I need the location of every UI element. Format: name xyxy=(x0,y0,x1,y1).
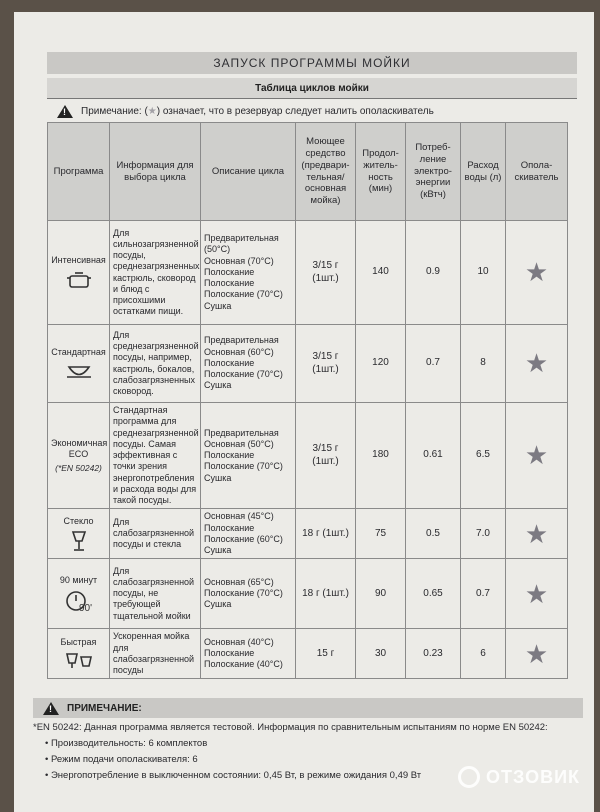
desc-line: Сушка xyxy=(204,599,232,610)
cell-detergent: 3/15 г (1шт.) xyxy=(296,325,356,403)
header-info: Информация для выбора цикла xyxy=(110,123,201,221)
cell-info: Для сильнозагрязненной посуды, среднезагрязненных кастрюль, сковород и блюд с присохшими остатками пищи. xyxy=(110,221,201,325)
desc-line: Полоскание xyxy=(204,278,255,289)
desc-line: Основная (65°C) xyxy=(204,576,274,587)
cups-icon xyxy=(51,651,106,671)
cell-program xyxy=(48,325,110,403)
watermark-logo-icon xyxy=(458,766,480,788)
table-row xyxy=(48,629,568,679)
cell-program xyxy=(48,559,110,629)
rinse-star-icon: ★ xyxy=(506,629,568,679)
cell-energy: 0.61 xyxy=(406,403,461,509)
program-name: Быстрая xyxy=(60,636,97,647)
desc-line: Полоскание (70°C) xyxy=(204,588,283,599)
cell-energy: 0.5 xyxy=(406,509,461,559)
cell-info: Ускоренная мойка для слабозагрязненной посуды xyxy=(110,629,201,679)
cell-program xyxy=(48,403,110,509)
desc-line: Сушка xyxy=(204,545,232,555)
cell-desc xyxy=(201,509,296,559)
desc-line: Сушка xyxy=(204,472,232,483)
program-name: Стекло xyxy=(63,515,94,526)
desc-line: Полоскание xyxy=(204,648,255,659)
cell-water: 7.0 xyxy=(461,509,506,559)
glass-icon xyxy=(51,530,106,552)
note-suffix: ) означает, что в резервуар следует налить ополаскиватель xyxy=(156,105,434,117)
desc-line: Полоскание (70°C) xyxy=(204,461,283,472)
header-program: Программа xyxy=(48,123,110,221)
header-water: Расход воды (л) xyxy=(461,123,506,221)
warning-icon xyxy=(57,105,73,118)
pot-icon xyxy=(51,270,106,290)
rinse-star-icon: ★ xyxy=(506,509,568,559)
table-row xyxy=(48,221,568,325)
desc-line: Полоскание (70°C) xyxy=(204,369,283,380)
cell-energy: 0.7 xyxy=(406,325,461,403)
rinse-star-icon: ★ xyxy=(506,559,568,629)
cell-info: Для слабозагрязненной посуды, не требующей тщательной мойки xyxy=(110,559,201,629)
cell-detergent: 3/15 г (1шт.) xyxy=(296,221,356,325)
footer-title: ПРИМЕЧАНИЕ: xyxy=(67,702,142,714)
desc-line: Сушка xyxy=(204,300,232,311)
header-duration: Продол-житель-ность (мин) xyxy=(356,123,406,221)
table-row xyxy=(48,509,568,559)
cell-water: 8 xyxy=(461,325,506,403)
cell-duration: 75 xyxy=(356,509,406,559)
cell-detergent: 3/15 г (1шт.) xyxy=(296,403,356,509)
program-sub: (*EN 50242) xyxy=(55,463,102,474)
section-banner: ЗАПУСК ПРОГРАММЫ МОЙКИ xyxy=(47,52,577,74)
desc-line: Полоскание xyxy=(204,522,255,533)
timer-90-icon xyxy=(51,589,106,613)
cell-energy: 0.65 xyxy=(406,559,461,629)
watermark xyxy=(458,766,580,788)
cell-info: Для слабозагрязненной посуды и стекла xyxy=(110,509,201,559)
header-detergent: Моющее средство (предвари-тельная/ основная мойка) xyxy=(296,123,356,221)
cell-desc xyxy=(201,629,296,679)
cell-duration: 30 xyxy=(356,629,406,679)
desc-line: Полоскание (70°C) xyxy=(204,289,283,300)
header-energy: Потреб-ление электро-энергии (кВтч) xyxy=(406,123,461,221)
cell-water: 6 xyxy=(461,629,506,679)
desc-line: Основная (60°C) xyxy=(204,346,274,357)
program-name: 90 минут xyxy=(59,574,98,585)
bowl-icon xyxy=(51,362,106,380)
cell-duration: 120 xyxy=(356,325,406,403)
cell-detergent: 18 г (1шт.) xyxy=(296,559,356,629)
table-header-row xyxy=(48,123,568,221)
desc-line: Предварительная (50°C) xyxy=(204,233,279,255)
cell-energy: 0.23 xyxy=(406,629,461,679)
rinse-star-icon: ★ xyxy=(506,403,568,509)
note-prefix: Примечание: ( xyxy=(81,105,148,117)
table-title: Таблица циклов мойки xyxy=(47,78,577,99)
cell-desc xyxy=(201,403,296,509)
desc-line: Полоскание xyxy=(204,266,255,277)
svg-text:90': 90' xyxy=(78,602,92,613)
cell-detergent: 18 г (1шт.) xyxy=(296,509,356,559)
footer-note-bar xyxy=(33,698,583,718)
footer-bullet: • Энергопотребление в выключенном состоянии: 0,45 Вт, в режиме ожидания 0,49 Вт xyxy=(45,770,583,781)
desc-line: Предварительная xyxy=(204,335,279,346)
note-line xyxy=(47,100,577,122)
cell-program xyxy=(48,629,110,679)
cell-desc xyxy=(201,325,296,403)
program-name: Интенсивная xyxy=(51,255,106,266)
cell-duration: 90 xyxy=(356,559,406,629)
desc-line: Основная (70°C) xyxy=(204,255,274,266)
desc-line: Сушка xyxy=(204,380,232,391)
cell-program xyxy=(48,221,110,325)
cell-water: 6.5 xyxy=(461,403,506,509)
star-icon: ★ xyxy=(147,105,157,117)
rinse-star-icon: ★ xyxy=(506,221,568,325)
cell-desc xyxy=(201,559,296,629)
cell-program xyxy=(48,509,110,559)
desc-line: Полоскание xyxy=(204,450,255,460)
cell-desc xyxy=(201,221,296,325)
desc-line: Предварительная xyxy=(204,427,279,438)
program-name: Стандартная xyxy=(51,347,106,358)
cell-info: Для среднезагрязненной посуды, например, кастрюль, бокалов, слабозагрязненных сковород. xyxy=(110,325,201,403)
table-row xyxy=(48,559,568,629)
cell-water: 10 xyxy=(461,221,506,325)
table-row xyxy=(48,403,568,509)
desc-line: Основная (40°C) xyxy=(204,636,274,647)
wash-cycle-table xyxy=(47,122,568,679)
footer-bullet: • Производительность: 6 комплектов xyxy=(45,738,583,749)
desc-line: Основная (45°C) xyxy=(204,511,274,522)
desc-line: Полоскание (40°C) xyxy=(204,659,283,670)
cell-energy: 0.9 xyxy=(406,221,461,325)
footer-bullet: • Режим подачи ополаскивателя: 6 xyxy=(45,754,583,765)
footer-line: *EN 50242: Данная программа является тестовой. Информация по сравнительным испытаниям по норме EN 50242: xyxy=(33,722,548,733)
rinse-star-icon: ★ xyxy=(506,325,568,403)
cell-duration: 140 xyxy=(356,221,406,325)
watermark-text: ОТЗОВИК xyxy=(486,766,580,787)
desc-line: Полоскание xyxy=(204,357,255,368)
warning-icon xyxy=(43,702,59,715)
table-row xyxy=(48,325,568,403)
desc-line: Полоскание (60°C) xyxy=(204,533,283,544)
desc-line: Основная (50°C) xyxy=(204,438,274,449)
cell-detergent: 15 г xyxy=(296,629,356,679)
cell-water: 0.7 xyxy=(461,559,506,629)
header-rinse: Опола-скиватель xyxy=(506,123,568,221)
cell-info: Стандартная программа для среднезагрязненной посуды. Самая эффективная с точки зрения энергопотребления и расхода воды для такой посуды. xyxy=(110,403,201,509)
header-desc: Описание цикла xyxy=(201,123,296,221)
program-name: Экономичная ECO xyxy=(51,437,108,459)
cell-duration: 180 xyxy=(356,403,406,509)
